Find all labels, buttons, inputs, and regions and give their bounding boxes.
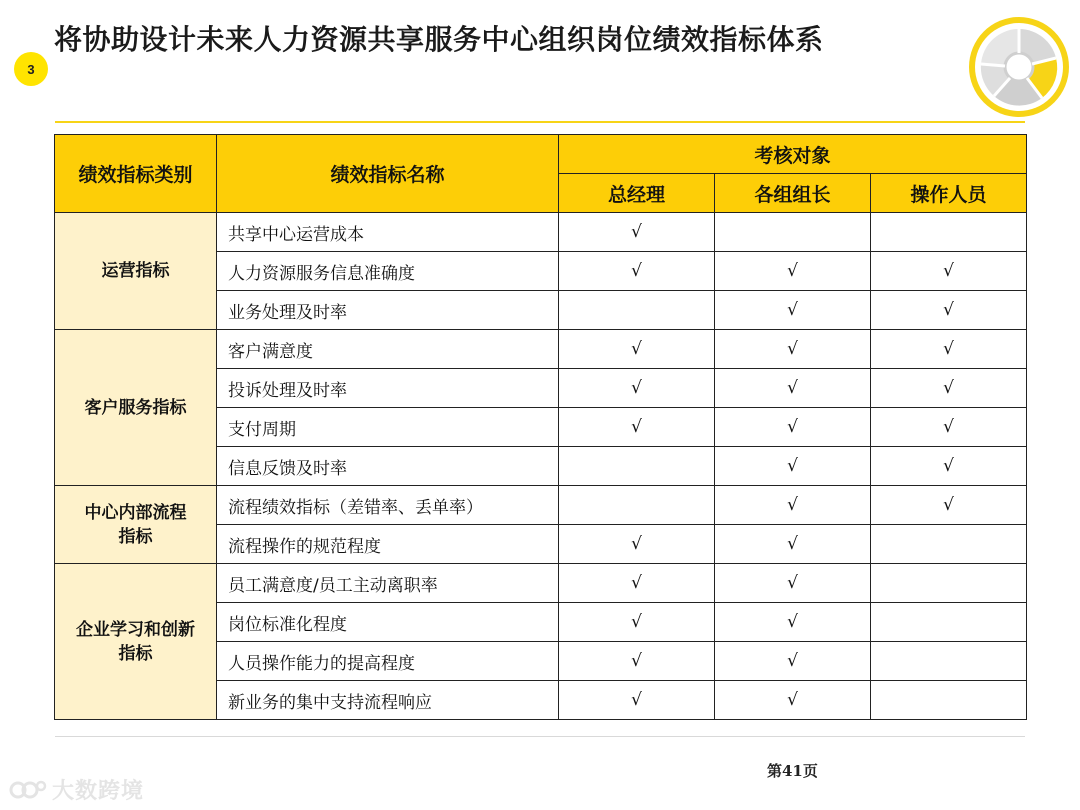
check-general-manager: √ [559, 564, 715, 603]
footer-divider [55, 736, 1025, 737]
category-cell [55, 330, 217, 486]
check-operator [871, 564, 1027, 603]
check-group-leader: √ [715, 291, 871, 330]
check-operator [871, 603, 1027, 642]
indicator-name: 投诉处理及时率 [217, 369, 559, 408]
check-group-leader: √ [715, 447, 871, 486]
check-operator [871, 681, 1027, 720]
check-group-leader: √ [715, 486, 871, 525]
watermark-logo-icon [8, 777, 48, 803]
table-row [55, 330, 1027, 369]
indicator-name: 客户满意度 [217, 330, 559, 369]
watermark [8, 774, 144, 805]
category-cell [55, 213, 217, 330]
check-group-leader: √ [715, 681, 871, 720]
check-general-manager: √ [559, 408, 715, 447]
category-label-line2: 指标 [118, 526, 153, 547]
header-operator: 操作人员 [871, 174, 1027, 213]
category-label-line2: 指标 [118, 643, 153, 664]
category-label: 运营指标 [101, 261, 170, 281]
check-general-manager [559, 447, 715, 486]
check-general-manager: √ [559, 681, 715, 720]
footer-page-number: 第41页 [767, 762, 818, 780]
check-operator [871, 525, 1027, 564]
check-group-leader: √ [715, 525, 871, 564]
header-category: 绩效指标类别 [55, 135, 217, 213]
check-general-manager [559, 291, 715, 330]
watermark-text: 大数跨境 [52, 779, 145, 804]
indicator-name: 人力资源服务信息准确度 [217, 252, 559, 291]
check-operator: √ [871, 447, 1027, 486]
check-operator: √ [871, 291, 1027, 330]
check-operator [871, 213, 1027, 252]
check-general-manager: √ [559, 369, 715, 408]
check-general-manager [559, 486, 715, 525]
check-group-leader: √ [715, 408, 871, 447]
category-label: 企业学习和创新 [76, 619, 195, 640]
header-audience: 考核对象 [559, 135, 1027, 174]
indicator-name: 共享中心运营成本 [217, 213, 559, 252]
check-general-manager: √ [559, 603, 715, 642]
check-operator: √ [871, 486, 1027, 525]
indicator-name: 流程绩效指标（差错率、丢单率） [217, 486, 559, 525]
header-general-manager: 总经理 [559, 174, 715, 213]
page-title: 将协助设计未来人力资源共享服务中心组织岗位绩效指标体系 [54, 23, 824, 56]
indicator-name: 员工满意度/员工主动离职率 [217, 564, 559, 603]
category-cell [55, 486, 217, 564]
indicator-name: 新业务的集中支持流程响应 [217, 681, 559, 720]
header-group-leader: 各组组长 [715, 174, 871, 213]
table-row [55, 564, 1027, 603]
check-operator [871, 642, 1027, 681]
check-group-leader: √ [715, 642, 871, 681]
check-operator: √ [871, 330, 1027, 369]
check-group-leader: √ [715, 603, 871, 642]
indicator-name: 流程操作的规范程度 [217, 525, 559, 564]
kpi-table [54, 134, 1027, 720]
table-row [55, 486, 1027, 525]
check-operator: √ [871, 408, 1027, 447]
check-group-leader: √ [715, 564, 871, 603]
page-number-badge: 3 [14, 52, 48, 86]
check-operator: √ [871, 252, 1027, 291]
check-general-manager: √ [559, 642, 715, 681]
check-general-manager: √ [559, 252, 715, 291]
category-label: 中心内部流程 [84, 502, 187, 523]
check-group-leader [715, 213, 871, 252]
check-general-manager: √ [559, 330, 715, 369]
pie-logo-icon [966, 14, 1072, 120]
check-group-leader: √ [715, 252, 871, 291]
indicator-name: 支付周期 [217, 408, 559, 447]
check-operator: √ [871, 369, 1027, 408]
check-general-manager: √ [559, 525, 715, 564]
check-general-manager: √ [559, 213, 715, 252]
header-row [55, 135, 1027, 174]
category-cell [55, 564, 217, 720]
check-group-leader: √ [715, 330, 871, 369]
indicator-name: 信息反馈及时率 [217, 447, 559, 486]
header-indicator-name: 绩效指标名称 [217, 135, 559, 213]
check-group-leader: √ [715, 369, 871, 408]
title-divider [55, 121, 1025, 123]
table-row [55, 213, 1027, 252]
indicator-name: 岗位标准化程度 [217, 603, 559, 642]
indicator-name: 人员操作能力的提高程度 [217, 642, 559, 681]
indicator-name: 业务处理及时率 [217, 291, 559, 330]
category-label: 客户服务指标 [84, 397, 187, 418]
